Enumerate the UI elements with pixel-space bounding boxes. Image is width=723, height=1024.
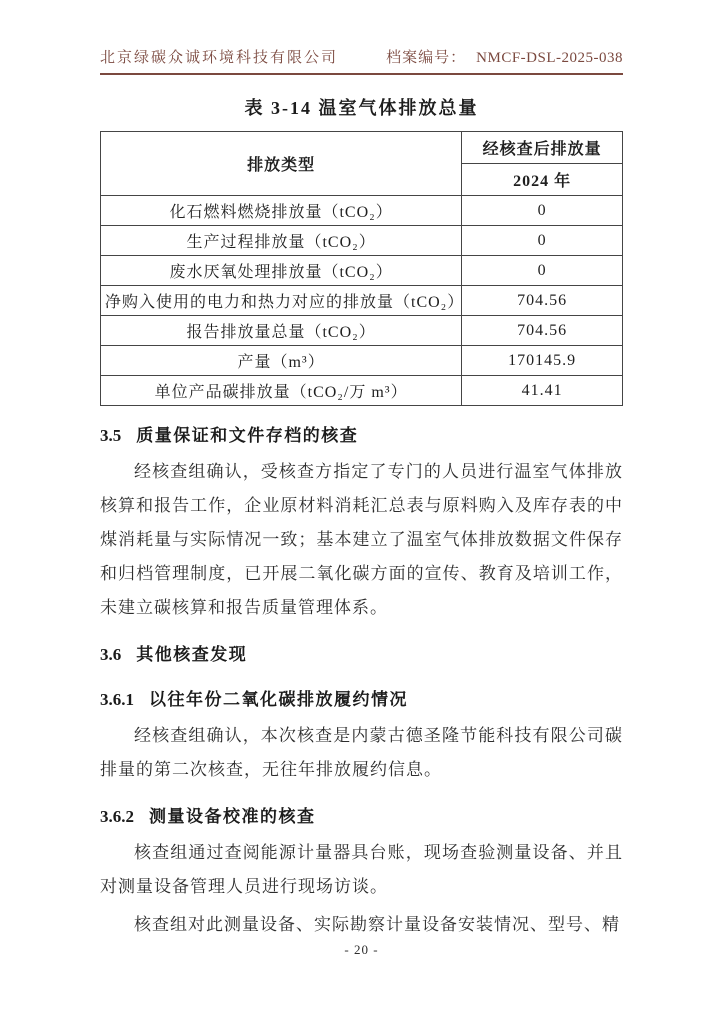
table-row (101, 256, 623, 286)
row-value: 0 (462, 256, 623, 286)
col-header-verified-emissions: 经核查后排放量 (462, 132, 623, 164)
row-value: 170145.9 (462, 346, 623, 376)
paragraph-3-6-1-1: 经核查组确认，本次核查是内蒙古德圣隆节能科技有限公司碳排量的第二次核查，无往年排放履约信息。 (100, 726, 623, 779)
row-label: 产量（m³） (101, 346, 462, 376)
section-number: 3.5 (100, 426, 122, 445)
paragraph-3-5-1: 经核查组确认，受核查方指定了专门的人员进行温室气体排放核算和报告工作，企业原材料消耗汇总表与原料购入及库存表的中煤消耗量与实际情况一致；基本建立了温室气体排放数据文件保存和归档管理制度，已开展二氧化碳方面的宣传、教育及培训工作，未建立碳核算和报告质量管理体系。 (100, 462, 623, 617)
section-number: 3.6 (100, 645, 122, 664)
page-number: - 20 - (344, 942, 379, 957)
table-row (101, 316, 623, 346)
section-title: 测量设备校准的核查 (149, 807, 316, 826)
section-number: 3.6.2 (100, 807, 134, 826)
section-heading-3-6-2 (100, 802, 623, 832)
section-title: 质量保证和文件存档的核查 (136, 426, 359, 445)
table-row (101, 376, 623, 406)
row-label: 生产过程排放量（tCO₂） (101, 226, 462, 256)
row-label: 报告排放量总量（tCO₂） (101, 316, 462, 346)
row-label: 废水厌氧处理排放量（tCO₂） (101, 256, 462, 286)
document-body (100, 74, 623, 942)
table-caption: 表 3-14 温室气体排放总量 (244, 98, 479, 118)
section-heading-3-6 (100, 640, 623, 670)
section-title: 其他核查发现 (136, 645, 248, 664)
row-value: 704.56 (462, 286, 623, 316)
header-company-name: 北京绿碳众诚环境科技有限公司 (100, 50, 339, 66)
file-number-label: 档案编号： (386, 50, 467, 66)
section-number: 3.6.1 (100, 690, 134, 709)
col-header-year: 2024 年 (462, 164, 623, 196)
row-value: 41.41 (462, 376, 623, 406)
header-file-number (386, 46, 623, 67)
emissions-table (100, 131, 623, 406)
page-header (100, 46, 623, 75)
row-label: 净购入使用的电力和热力对应的排放量（tCO₂） (101, 286, 462, 316)
section-heading-3-6-1 (100, 685, 623, 715)
row-value: 704.56 (462, 316, 623, 346)
table-header-row (101, 132, 623, 164)
table-row (101, 226, 623, 256)
table-row (101, 286, 623, 316)
table-row (101, 196, 623, 226)
table-row (101, 346, 623, 376)
row-value: 0 (462, 226, 623, 256)
paragraph-3-6-2-1: 核查组通过查阅能源计量器具台账，现场查验测量设备、并且对测量设备管理人员进行现场访谈。 (100, 843, 623, 896)
file-number-value: NMCF-DSL-2025-038 (476, 50, 623, 66)
row-value: 0 (462, 196, 623, 226)
row-label: 单位产品碳排放量（tCO₂/万 m³） (101, 376, 462, 406)
col-header-emission-type: 排放类型 (101, 132, 462, 196)
section-title: 以往年份二氧化碳排放履约情况 (149, 690, 408, 709)
paragraph-3-6-2-2: 核查组对此测量设备、实际勘察计量设备安装情况、型号、精 (134, 915, 620, 934)
row-label: 化石燃料燃烧排放量（tCO₂） (101, 196, 462, 226)
section-heading-3-5 (100, 421, 623, 451)
